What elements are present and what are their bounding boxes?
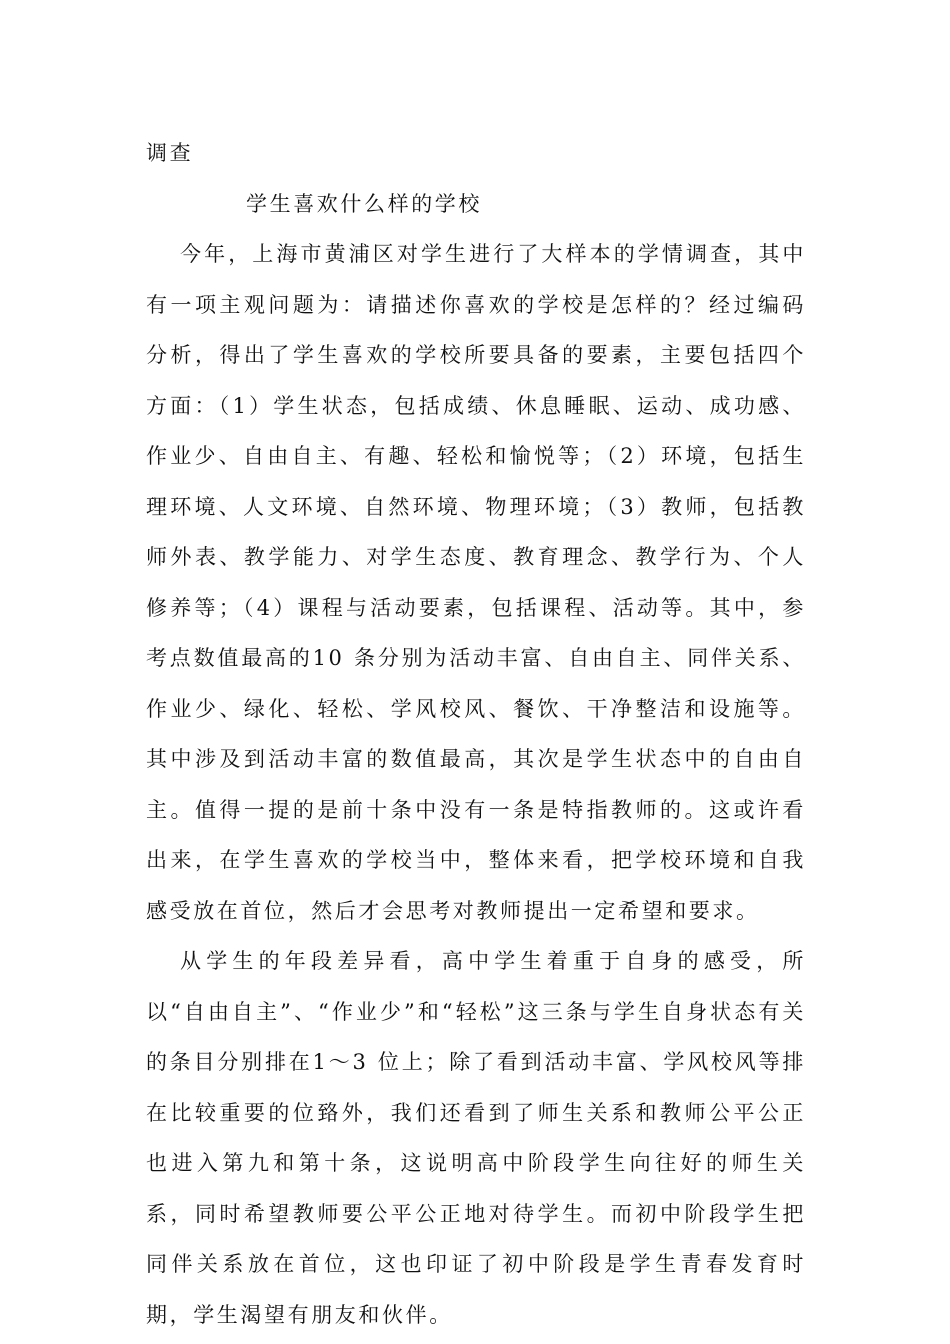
section-heading: 调查 xyxy=(146,141,194,165)
paragraph-2: 从学生的年段差异看，高中学生着重于自身的感受，所以“自由自主”、“作业少”和“轻松”这三条与学生自身状态有关的条目分别排在1～3 位上；除了看到活动丰富、学风校风等排在比较重要的位臵外，我们还看到了师生关系和教师公平公正也进入第九和第十条，这说明高中阶段学生向往好的师生关系，同时希望教师要公平公正地对待学生。而初中阶段学生把同伴关系放在首位，这也印证了初中阶段是学生青春发育时期，学生渴望有朋友和伙伴。 xyxy=(146,949,806,1327)
document-title: 学生喜欢什么样的学校 xyxy=(246,191,482,216)
paragraph-1: 今年，上海市黄浦区对学生进行了大样本的学情调查，其中有一项主观问题为：请描述你喜欢的学校是怎样的？经过编码分析，得出了学生喜欢的学校所要具备的要素，主要包括四个方面：（1）学生状态，包括成绩、休息睡眠、运动、成功感、作业少、自由自主、有趣、轻松和愉悦等；（2）环境，包括生理环境、人文环境、自然环境、物理环境；（3）教师，包括教师外表、教学能力、对学生态度、教育理念、教学行为、个人修养等；（4）课程与活动要素，包括课程、活动等。其中，参考点数值最高的10 条分别为活动丰富、自由自主、同伴关系、作业少、绿化、轻松、学风校风、餐饮、干净整洁和设施等。其中涉及到活动丰富的数值最高，其次是学生状态中的自由自主。值得一提的是前十条中没有一条是特指教师的。这或许看出来，在学生喜欢的学校当中，整体来看，把学校环境和自我感受放在首位，然后才会思考对教师提出一定希望和要求。 xyxy=(146,242,806,923)
document-body xyxy=(146,128,806,1340)
